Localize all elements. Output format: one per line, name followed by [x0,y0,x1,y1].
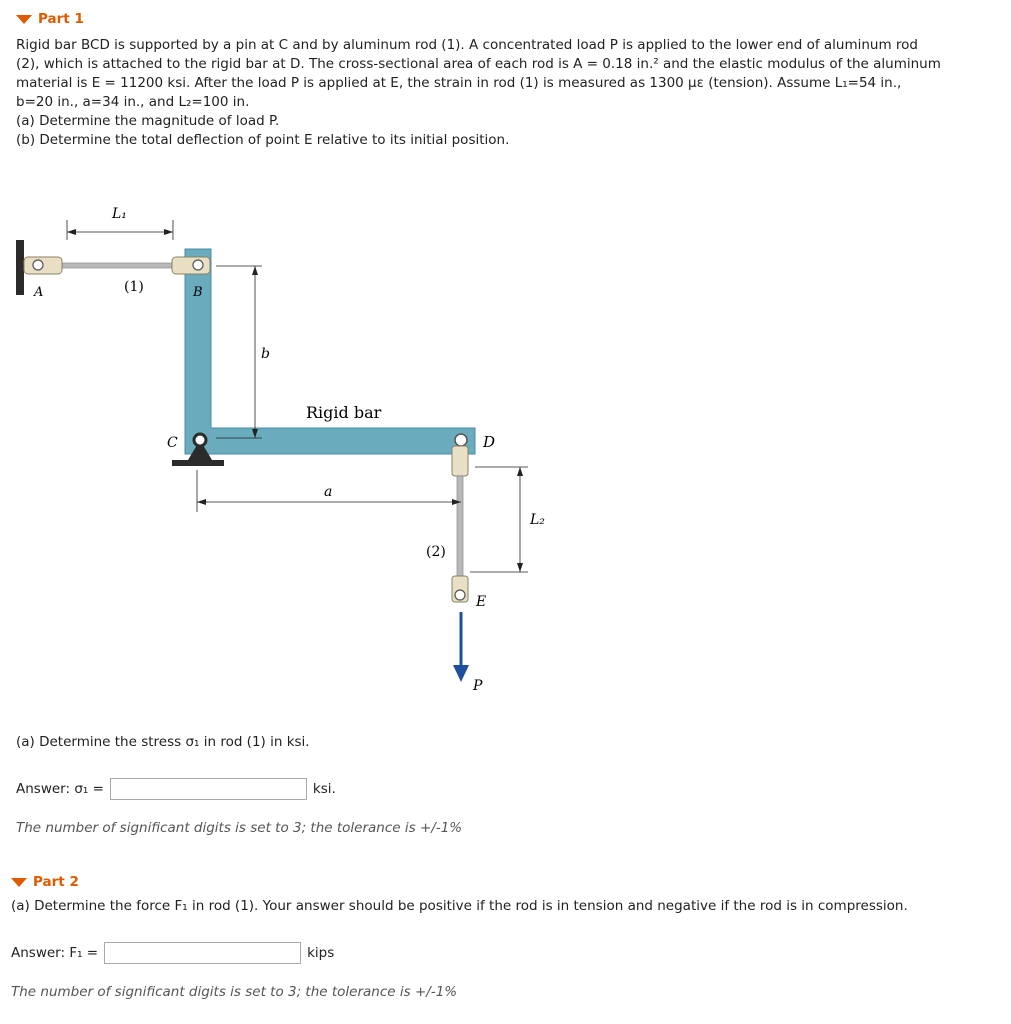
label-c-point: C [167,435,178,451]
label-rod2: (2) [426,544,446,560]
ground-plate-c [172,460,224,466]
clevis-b [172,257,210,274]
part2-answer-input[interactable] [104,942,301,964]
rigid-bar-diagram [0,190,600,700]
part1-question: (a) Determine the stress σ₁ in rod (1) in ksi. [16,734,310,750]
label-b-point: B [193,285,203,300]
collapse-triangle-icon[interactable] [11,878,27,887]
rigid-bar-bcd [185,249,475,454]
problem-line: (a) Determine the magnitude of load P. [16,113,280,129]
label-d-point: D [483,433,496,451]
pin-c-icon [194,434,206,446]
part1-answer-row [16,778,336,800]
part1-title: Part 1 [38,11,84,27]
problem-line: (b) Determine the total deflection of point E relative to its initial position. [16,132,510,148]
label-l2: L₂ [530,512,545,528]
label-rod1: (1) [124,279,144,295]
part2-question: (a) Determine the force F₁ in rod (1). Your answer should be positive if the rod is in tension and negative if the rod is in compression. [11,898,908,914]
wall-support-a [16,240,24,295]
part1-answer-input[interactable] [110,778,307,800]
part2-title: Part 2 [33,874,79,890]
part2-tolerance-note: The number of significant digits is set to 3; the tolerance is +/-1% [11,984,458,1000]
problem-statement [16,36,1001,150]
label-e-point: E [476,594,487,610]
part1-answer-label: Answer: σ₁ = [16,781,104,797]
label-a-point: A [34,285,44,300]
problem-line: material is E = 11200 ksi. After the load P is applied at E, the strain in rod (1) is measured as 1300 με (tension). Assume L₁=54 in., [16,75,902,91]
problem-line: Rigid bar BCD is supported by a pin at C and by aluminum rod (1). A concentrated load P is applied to the lower end of aluminum rod [16,37,919,53]
part1-header[interactable] [16,11,84,27]
pin-e-icon [455,590,465,600]
part1-tolerance-note: The number of significant digits is set to 3; the tolerance is +/-1% [16,820,463,836]
pin-d-icon [455,434,467,446]
problem-line: b=20 in., a=34 in., and L₂=100 in. [16,94,250,110]
label-l1: L₁ [112,206,127,222]
part2-header[interactable] [11,874,79,890]
part2-answer-unit: kips [307,945,335,961]
part2-answer-row [11,942,334,964]
collapse-triangle-icon[interactable] [16,15,32,24]
pin-a-icon [33,260,43,270]
part2-answer-label: Answer: F₁ = [11,945,99,961]
part1-answer-unit: ksi. [312,781,336,797]
problem-line: (2), which is attached to the rigid bar at D. The cross-sectional area of each rod is A = 0.18 in.² and the elastic modulus of the aluminum [16,56,941,72]
rod-2 [457,476,463,576]
label-b-dim: b [261,346,270,362]
clevis-d [452,446,468,476]
label-p-load: P [473,678,483,694]
label-a-dim: a [324,484,333,500]
load-p-arrowhead-icon [453,665,469,682]
rod-1 [62,263,182,268]
label-rigid-bar: Rigid bar [306,403,382,422]
pin-b-icon [193,260,203,270]
